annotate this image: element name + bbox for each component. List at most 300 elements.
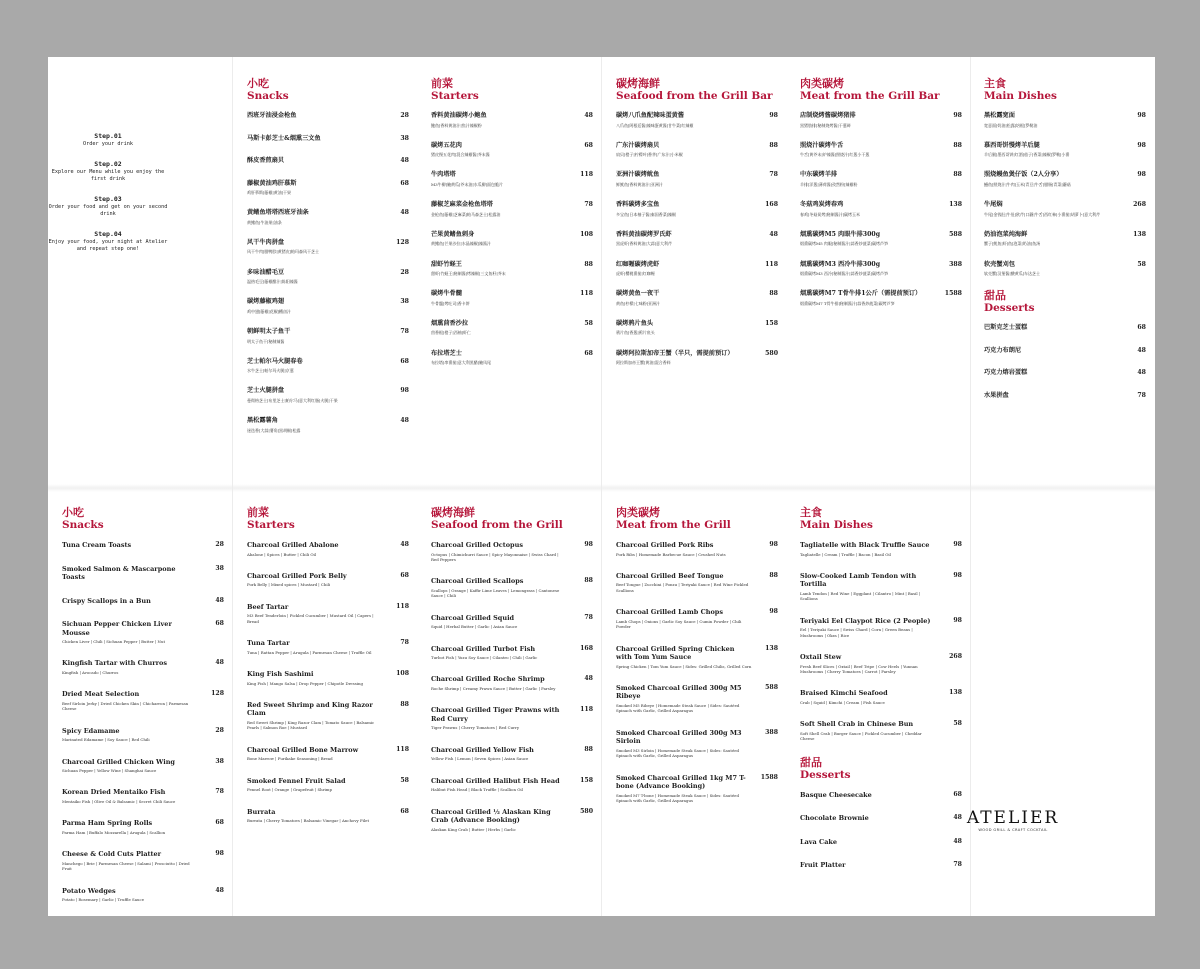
item-name: 酥皮香煎扇贝 (247, 157, 285, 164)
step (48, 230, 168, 253)
menu-section (616, 507, 778, 803)
item-desc: Fennel Root | Orange | Grapefruit | Shrimp (247, 787, 332, 793)
menu-item (431, 808, 593, 832)
item-price: 68 (400, 179, 409, 187)
section-title-zh: 碳烤海鲜 (616, 77, 660, 90)
item-name: Charcoal Grilled Tiger Prawns with Red Curry (431, 706, 560, 723)
item-price: 48 (1137, 369, 1146, 377)
menu-item (800, 261, 962, 277)
menu-item (616, 290, 778, 306)
item-name: 朝鲜明太子鱼干 (247, 328, 291, 336)
item-desc: Lamb Tendon | Red Wine | Eggplant | Cilantro | Mint | Basil | Scallions (800, 590, 921, 602)
section-title-en: Snacks (62, 519, 104, 531)
item-desc: 软壳蟹|汉堡酱|酸黄瓜|车达芝士 (984, 271, 1041, 277)
menu-item (62, 819, 224, 835)
item-price: 138 (765, 644, 778, 652)
section-title-zh: 肉类碳烤 (616, 506, 660, 519)
item-price: 138 (1133, 230, 1146, 238)
item-name: Potato Wedges (62, 886, 116, 895)
item-name: 巧克力熔岩蛋糕 (984, 369, 1028, 377)
item-name: Charcoal Grilled Pork Belly (247, 571, 347, 580)
step-desc: Order your food and get on your second drink (48, 204, 168, 217)
item-desc: 鸡肝慕斯|藤椒|黄油|干果 (247, 190, 292, 195)
item-price: 48 (584, 112, 593, 119)
item-name: Charcoal Grilled Squid (431, 613, 515, 622)
item-name: 香料黄油碳烤罗氏虾 (616, 230, 672, 238)
step-desc: Explore our Menu while you enjoy the first drink (51, 169, 165, 182)
item-price: 88 (584, 745, 593, 753)
item-name: 甜虾竹蛏王 (431, 260, 462, 268)
menu-column-en-mains-desserts (800, 507, 962, 885)
section-title-en: Desserts (984, 302, 1035, 315)
item-price: 38 (400, 298, 409, 306)
step-title: Step.02 (94, 160, 122, 168)
item-price: 588 (765, 683, 778, 691)
item-name: 碳烤鸦片鱼头 (616, 319, 654, 327)
menu-item (616, 261, 778, 277)
fold-line (232, 57, 233, 916)
item-name: Tuna Cream Toasts (62, 541, 132, 549)
menu-item (247, 639, 409, 655)
menu-item (247, 417, 409, 433)
menu-item (247, 572, 409, 588)
item-desc: 牛舌|黄芥末|炉辣酱|照烧汁|红葱小干葱 (800, 152, 870, 158)
menu-item (800, 231, 962, 247)
item-price: 78 (400, 639, 409, 647)
item-desc: Smoked M3 Sirloin | Homemade Steak Sauce | Sides: Sautéed Spinach with Garlic, Grilled Asparagus (616, 747, 740, 759)
item-price: 68 (584, 349, 593, 357)
section-title-en: Seafood from the Grill Bar (616, 90, 773, 102)
item-name: Oxtail Stew (800, 653, 842, 662)
item-desc: 猪皮慢五花肉|混合辣椒酱|芥末酱 (431, 152, 490, 158)
menu-item (431, 112, 593, 128)
item-desc: 牛骨髓|烤吐司|香卡饼 (431, 300, 470, 306)
section-title-zh: 主食 (800, 506, 822, 519)
section-title-en: Main Dishes (984, 90, 1057, 102)
menu-item (800, 689, 962, 705)
item-price: 78 (584, 613, 593, 621)
item-name: Charcoal Grilled Chicken Wing (62, 757, 175, 766)
item-price: 88 (584, 260, 593, 268)
menu-item (247, 670, 409, 686)
menu-item (247, 135, 409, 144)
item-name: 碳烤藤椒鸡翅 (247, 298, 285, 306)
menu-column-cn-seafood (616, 78, 778, 379)
menu-section (800, 757, 962, 870)
section-title-zh: 甜品 (984, 289, 1006, 303)
item-price: 98 (584, 541, 593, 548)
item-desc: 黄鳍鱼|牛油果|油条 (247, 219, 282, 225)
item-desc: Yellow Fish | Lemon | Seven Spices | Asian Sauce (431, 756, 529, 762)
item-desc: 烟熏碳烤M5 肉眼|秘制酱汁|蒜香炒菠菜|碳烤芦笋 (800, 241, 888, 247)
item-name: Smoked Salmon & Mascarpone Toasts (62, 564, 176, 581)
item-name: Lava Cake (800, 837, 838, 846)
item-desc: Squid | Herbal Butter | Garlic | Asian Sauce (431, 624, 518, 630)
item-name: Dried Meat Selection (62, 690, 140, 699)
menu-item (984, 324, 1146, 333)
item-price: 88 (400, 700, 409, 708)
item-price: 98 (1137, 141, 1146, 149)
item-desc: 明太子鱼干|秘制辣酱 (247, 338, 285, 344)
item-price: 78 (1137, 391, 1146, 399)
item-price: 118 (580, 706, 593, 714)
menu-item (616, 684, 778, 714)
item-desc: Halibut Fish Head | Black Truffle | Scallion Oil (431, 787, 523, 793)
menu-item (616, 729, 778, 759)
section-title-en: Seafood from the Grill (431, 519, 563, 531)
menu-item (247, 209, 409, 225)
item-price: 48 (215, 659, 224, 667)
menu-item (62, 788, 224, 804)
menu-item (984, 392, 1146, 401)
menu-column-cn-snacks (247, 78, 409, 447)
item-desc: 黄鳍鱼|芒果沙拉|水晶辣椒|辣酱汁 (431, 241, 492, 247)
menu-item (800, 290, 962, 306)
item-price: 108 (580, 230, 593, 238)
item-list (247, 112, 409, 433)
item-price: 138 (949, 689, 962, 697)
step (48, 132, 168, 148)
menu-item (247, 239, 409, 255)
item-price: 68 (400, 807, 409, 815)
item-price: 128 (396, 238, 409, 246)
item-desc: 鲜鱿鱼|香料黄油汁|亚洲汁 (616, 181, 663, 187)
item-desc: 鲍鱼|香料黄油汁|焦汁辣椒粉 (431, 122, 482, 128)
item-name: Kingfish Tartar with Churros (62, 659, 168, 668)
menu-item (431, 675, 593, 691)
item-name: Chocolate Brownie (800, 814, 869, 823)
menu-item (800, 112, 962, 128)
item-price: 48 (953, 837, 962, 845)
item-name: Charcoal Grilled ½ Alaskan King Crab (Advance Booking) (431, 807, 551, 825)
section-title-zh: 小吃 (247, 77, 269, 90)
item-price: 98 (400, 387, 409, 395)
item-desc: King Fish | Mango Salsa | Drop Pepper | Chipotle Dressing (247, 680, 363, 686)
menu-item (431, 541, 593, 562)
item-name: 芒果黄鳍鱼刺身 (431, 230, 475, 238)
item-desc: 鸦片鱼|香葱|鸦片鱼头 (616, 330, 655, 336)
item-name: 香料黄油碳烤小鲍鱼 (431, 112, 487, 119)
logo-wordmark: ATELIER (966, 808, 1060, 828)
item-price: 58 (584, 319, 593, 327)
section-title-zh: 前菜 (247, 506, 269, 519)
menu-item (431, 777, 593, 793)
item-list (800, 112, 962, 306)
menu-item (616, 112, 778, 128)
item-desc: Turbot Fish | Yuzu Soy Sauce | Cilantro | Chili | Garlic (431, 655, 538, 661)
item-desc: Octopus | Chimichurri Sauce | Spicy Mayonnaise | Swiss Chard | Red Peppers (431, 551, 559, 562)
logo-subtitle: WOOD GRILL & CRAFT COCKTAIL (978, 828, 1048, 832)
item-price: 48 (400, 157, 409, 164)
item-desc: M3牛柳|腌黄瓜|芥末油|水瓜柳|面包脆片 (431, 181, 504, 187)
menu-item (616, 645, 778, 669)
item-name: 软壳蟹刈包 (984, 260, 1015, 268)
item-desc: Burrata | Cherry Tomatoes | Balsamic Vinegar | Anchovy Filet (247, 818, 370, 824)
menu-item (431, 231, 593, 247)
menu-item (62, 850, 224, 871)
menu-item (247, 701, 409, 731)
item-desc: 阿拉斯加帝王蟹|黄油|混合香料 (616, 360, 671, 366)
menu-item (984, 201, 1146, 217)
menu-item (616, 171, 778, 187)
menu-item (247, 808, 409, 824)
item-name: 黄鳍鱼塔塔西班牙油条 (247, 209, 309, 217)
item-name: Smoked Charcoal Grilled 1kg M7 T-bone (Advance Booking) (616, 773, 746, 791)
menu-item (984, 369, 1146, 378)
item-list (431, 112, 593, 365)
item-price: 268 (949, 653, 962, 661)
item-desc: 烟熏碳烤M7 T骨牛排|秘制酱汁|蒜香炒菠菜|碳烤芦笋 (800, 300, 895, 306)
menu-item (984, 142, 1146, 158)
menu-column-en-seafood (431, 507, 593, 847)
item-price: 580 (765, 349, 778, 357)
menu-item (616, 572, 778, 593)
item-desc: 水牛芝士|帕尔玛火腿|京葱 (247, 368, 294, 374)
item-desc: 多宝鱼|日本柚子酱|秦国香菜|辣椒 (616, 211, 677, 217)
item-price: 28 (400, 112, 409, 119)
item-name: 店制烧烤酱碳烤猪排 (800, 112, 856, 119)
step-desc: Enjoy your food, your night at Atelier and repeat step one! (48, 239, 168, 252)
item-price: 38 (400, 134, 409, 142)
menu-section (616, 78, 778, 365)
menu-item (800, 541, 962, 557)
item-name: Charcoal Grilled Lamb Chops (616, 608, 724, 617)
item-desc: 迷迭香|大蒜|薯角|黑胡椒|松露 (247, 427, 301, 433)
item-name: Charcoal Grilled Bone Marrow (247, 745, 359, 754)
item-price: 88 (953, 141, 962, 149)
menu-column-en-starters (247, 507, 409, 838)
menu-item (431, 142, 593, 158)
menu-item (431, 171, 593, 187)
menu-item (62, 690, 224, 711)
section-title-en: Starters (247, 519, 295, 531)
menu-item (984, 347, 1146, 356)
item-price: 88 (769, 571, 778, 579)
menu-column-cn-meat (800, 78, 962, 320)
menu-item (431, 350, 593, 366)
item-list (247, 541, 409, 823)
item-desc: Spring Chicken | Tom Yum Sauce | Sides: Grilled Chilis, Grilled Corn (616, 663, 752, 669)
item-desc: 羊排|洋葱|薄荷酱|孜然粉|辣椒粉 (800, 181, 858, 187)
atelier-logo (958, 808, 1068, 832)
menu-item (800, 838, 962, 847)
section-title-zh: 碳烤海鲜 (431, 506, 475, 519)
menu-item (247, 541, 409, 557)
item-desc: Abalone | Spices | Butter | Chili Oil (247, 551, 317, 557)
item-price: 118 (580, 290, 593, 298)
menu-item (431, 577, 593, 598)
item-price: 98 (953, 616, 962, 624)
menu-item (247, 746, 409, 762)
item-desc: 宽意面|奶油|松露|培根|罗勒油 (984, 122, 1038, 128)
menu-section (984, 290, 1146, 400)
menu-item (984, 231, 1146, 247)
item-desc: Eel | Teriyaki Sauce | Swiss Chard | Corn | Green Beans | Mushrooms | Okra | Rice (800, 627, 913, 638)
item-desc: Scallops | Orange | Kaffir Lime Leaves | Lemongrass | Cantonese Sauce | Chili (431, 587, 560, 599)
menu-section (62, 507, 224, 902)
item-desc: 曼彻格芝士|布里芝士|帕尔马|意大利红脂|火腿|干果 (247, 397, 338, 403)
item-name: Smoked Charcoal Grilled 300g M5 Ribeye (616, 683, 742, 701)
item-desc: Smoked M7 T-bone | Homemade Steak Sauce | Sides: Sautéed Spinach with Garlic, Grilled Asparagus (616, 792, 739, 803)
menu-item (431, 290, 593, 306)
item-desc: Soft Shell Crab | Burger Sauce | Pickled Cucumber | Cheddar Cheese (800, 730, 922, 742)
menu-item (247, 180, 409, 196)
menu-item (62, 565, 224, 582)
item-price: 118 (765, 260, 778, 268)
item-desc: 虎虾|樱桃番茄|红咖喱 (616, 271, 655, 277)
menu-column-cn-mains-desserts (984, 78, 1146, 414)
item-desc: 金枪鱼|藤椒|芝麻菜|帕马森芝士|松露油 (431, 211, 501, 217)
item-price: 98 (215, 850, 224, 858)
item-name: Parma Ham Spring Rolls (62, 819, 153, 828)
menu-item (247, 387, 409, 403)
menu-item (800, 171, 962, 187)
item-desc: 蟹子|鱿鱼|虾|鱼|泡菜|奶油|鱼汤 (984, 241, 1041, 247)
item-desc: Tiger Prawns | Cherry Tomatoes | Red Curry (431, 725, 520, 731)
item-name: 碳烤牛骨髓 (431, 290, 462, 298)
menu-item (247, 777, 409, 793)
item-price: 1588 (760, 773, 778, 781)
item-name: 香料碳烤多宝鱼 (616, 201, 660, 209)
menu-item (247, 358, 409, 374)
item-list (431, 541, 593, 832)
step-title: Step.04 (94, 230, 122, 238)
step (48, 195, 168, 218)
item-price: 128 (211, 690, 224, 698)
menu-item (62, 758, 224, 774)
item-name: 中东碳烤羊排 (800, 171, 838, 179)
item-price: 68 (953, 790, 962, 798)
section-title-en: Meat from the Grill Bar (800, 90, 940, 102)
menu-item (984, 171, 1146, 187)
menu-item (247, 269, 409, 285)
item-price: 58 (400, 776, 409, 784)
menu-item (247, 298, 409, 314)
item-name: 烟熏茴香沙拉 (431, 319, 469, 327)
item-price: 78 (769, 171, 778, 179)
menu-item (616, 320, 778, 336)
section-title-zh: 前菜 (431, 77, 453, 90)
item-price: 78 (400, 328, 409, 336)
menu-section (431, 507, 593, 832)
item-desc: Tagliatelle | Cream | Truffle | Bacon | Basil Oil (800, 551, 891, 557)
item-desc: Beef Tongue | Zucchini | Ponzu | Teriyaki Sauce | Red Wine Pickled Scallions (616, 582, 749, 593)
item-desc: Pork Belly | Mixed spices | Mustard | Chili (247, 582, 331, 588)
item-price: 98 (953, 112, 962, 119)
item-price: 168 (580, 644, 593, 652)
item-name: Charcoal Grilled Beef Tongue (616, 571, 724, 580)
menu-item (800, 720, 962, 741)
item-desc: Smoked M5 Ribeye | Homemade Steak Sauce | Sides: Sautéed Spinach with Garlic, Grilled Asparagus (616, 702, 740, 714)
item-price: 118 (580, 171, 593, 179)
menu-item (431, 261, 593, 277)
item-desc: 扇贝|橙子|柠檬叶|香茅|广东汁|小米椒 (616, 152, 683, 158)
section-title-en: Main Dishes (800, 519, 873, 531)
menu-item (616, 774, 778, 804)
item-desc: 鸡中翅|藤椒|花椒|糟卤汁 (247, 308, 292, 314)
item-list (616, 112, 778, 365)
item-price: 88 (953, 171, 962, 179)
item-price: 588 (949, 230, 962, 238)
item-price: 48 (769, 230, 778, 238)
item-desc: 烟熏碳烤M3 西冷|秘制酱汁|蒜香炒菠菜|碳烤芦笋 (800, 271, 888, 277)
menu-item (616, 201, 778, 217)
item-name: 红咖喱碳烤虎虾 (616, 260, 660, 268)
menu-item (800, 142, 962, 158)
item-desc: 甜虾|竹蛏王|秘制酱|烤辣椒|三文鱼籽|芥末 (431, 271, 506, 277)
item-desc: Lamb Chops | Onions | Garlic Soy Sauce | Cumin Powder | Chili Powder (616, 618, 742, 630)
item-desc: Pork Ribs | Homemade Barbecue Sauce | Crushed Nuts (616, 551, 726, 557)
item-name: 马斯卡彭芝士&烟熏三文鱼 (247, 134, 321, 142)
item-name: Spicy Edamame (62, 726, 120, 735)
menu-section (984, 78, 1146, 276)
item-price: 158 (765, 319, 778, 327)
section-title-en: Desserts (800, 768, 851, 781)
item-name: Crispy Scallops in a Bun (62, 596, 151, 605)
item-price: 48 (584, 675, 593, 683)
section-title-zh: 主食 (984, 77, 1006, 90)
item-name: 照烧鳗鱼煲仔饭（2人分享） (984, 171, 1063, 179)
menu-item (431, 614, 593, 630)
item-name: Red Sweet Shrimp and King Razor Clam (247, 700, 373, 718)
item-desc: Beef Sirloin Jerky | Dried Chicken Skin | Chicharron | Parmesan Cheese (62, 700, 189, 712)
item-price: 28 (215, 541, 224, 548)
item-name: 芝士帕尔马火腿春卷 (247, 357, 303, 365)
section-title-zh: 肉类碳烤 (800, 77, 844, 90)
item-price: 388 (765, 728, 778, 736)
fold-line (970, 57, 971, 916)
item-desc: Bone Marrow | Furikake Seasoning | Bread (247, 756, 333, 762)
item-price: 78 (953, 861, 962, 869)
item-name: Tuna Tartar (247, 639, 290, 648)
item-name: 奶油泡菜炖海鲜 (984, 230, 1028, 238)
item-price: 28 (400, 268, 409, 276)
item-list (800, 541, 962, 742)
item-name: Braised Kimchi Seafood (800, 689, 888, 698)
menu-column-en-meat (616, 507, 778, 818)
item-name: Smoked Charcoal Grilled 300g M3 Sirloin (616, 728, 742, 746)
item-desc: Fresh Beef Slices | Oxtail | Beef Tripe | Cow Heels | Yunnan Mushrooms | Cherry Tomatoes | Carrot | Parsley (800, 663, 918, 674)
item-name: 慕西哥饼慢烤羊后腿 (984, 141, 1040, 149)
item-name: 烟熏碳烤M7 T骨牛排1公斤（需提前预订） (800, 290, 922, 298)
item-price: 68 (1137, 324, 1146, 332)
menu-item (984, 112, 1146, 128)
item-desc: Roche Shrimp | Creamy Prawn Sauce | Butter | Garlic | Parsley (431, 685, 556, 691)
item-name: 烟熏碳烤M5 肉眼牛排300g (800, 230, 881, 238)
item-price: 48 (953, 814, 962, 822)
item-price: 58 (1137, 260, 1146, 268)
item-name: Tagliatelle with Black Truffle Sauce (800, 541, 930, 549)
item-price: 48 (400, 541, 409, 548)
menu-column-en-snacks (62, 507, 224, 917)
item-price: 68 (400, 357, 409, 365)
item-name: 芝士火腿拼盘 (247, 387, 285, 395)
item-desc: Parma Ham | Buffalo Mozzarella | Arugula | Scallion (62, 829, 166, 835)
item-price: 158 (580, 776, 593, 784)
item-price: 48 (400, 417, 409, 425)
section-title-en: Snacks (247, 90, 289, 102)
item-name: 风干牛肉拼盘 (247, 238, 285, 246)
item-desc: Tuna | Rattan Pepper | Arugula | Parmesan Cheese | Truffle Oil (247, 649, 372, 655)
item-name: Smoked Fennel Fruit Salad (247, 776, 346, 785)
item-name: Beef Tartar (247, 602, 289, 611)
step-title: Step.01 (94, 132, 122, 140)
item-price: 98 (1137, 112, 1146, 119)
section-title-zh: 甜品 (800, 755, 822, 769)
step (48, 160, 168, 183)
menu-item (616, 350, 778, 366)
menu-item (62, 659, 224, 675)
